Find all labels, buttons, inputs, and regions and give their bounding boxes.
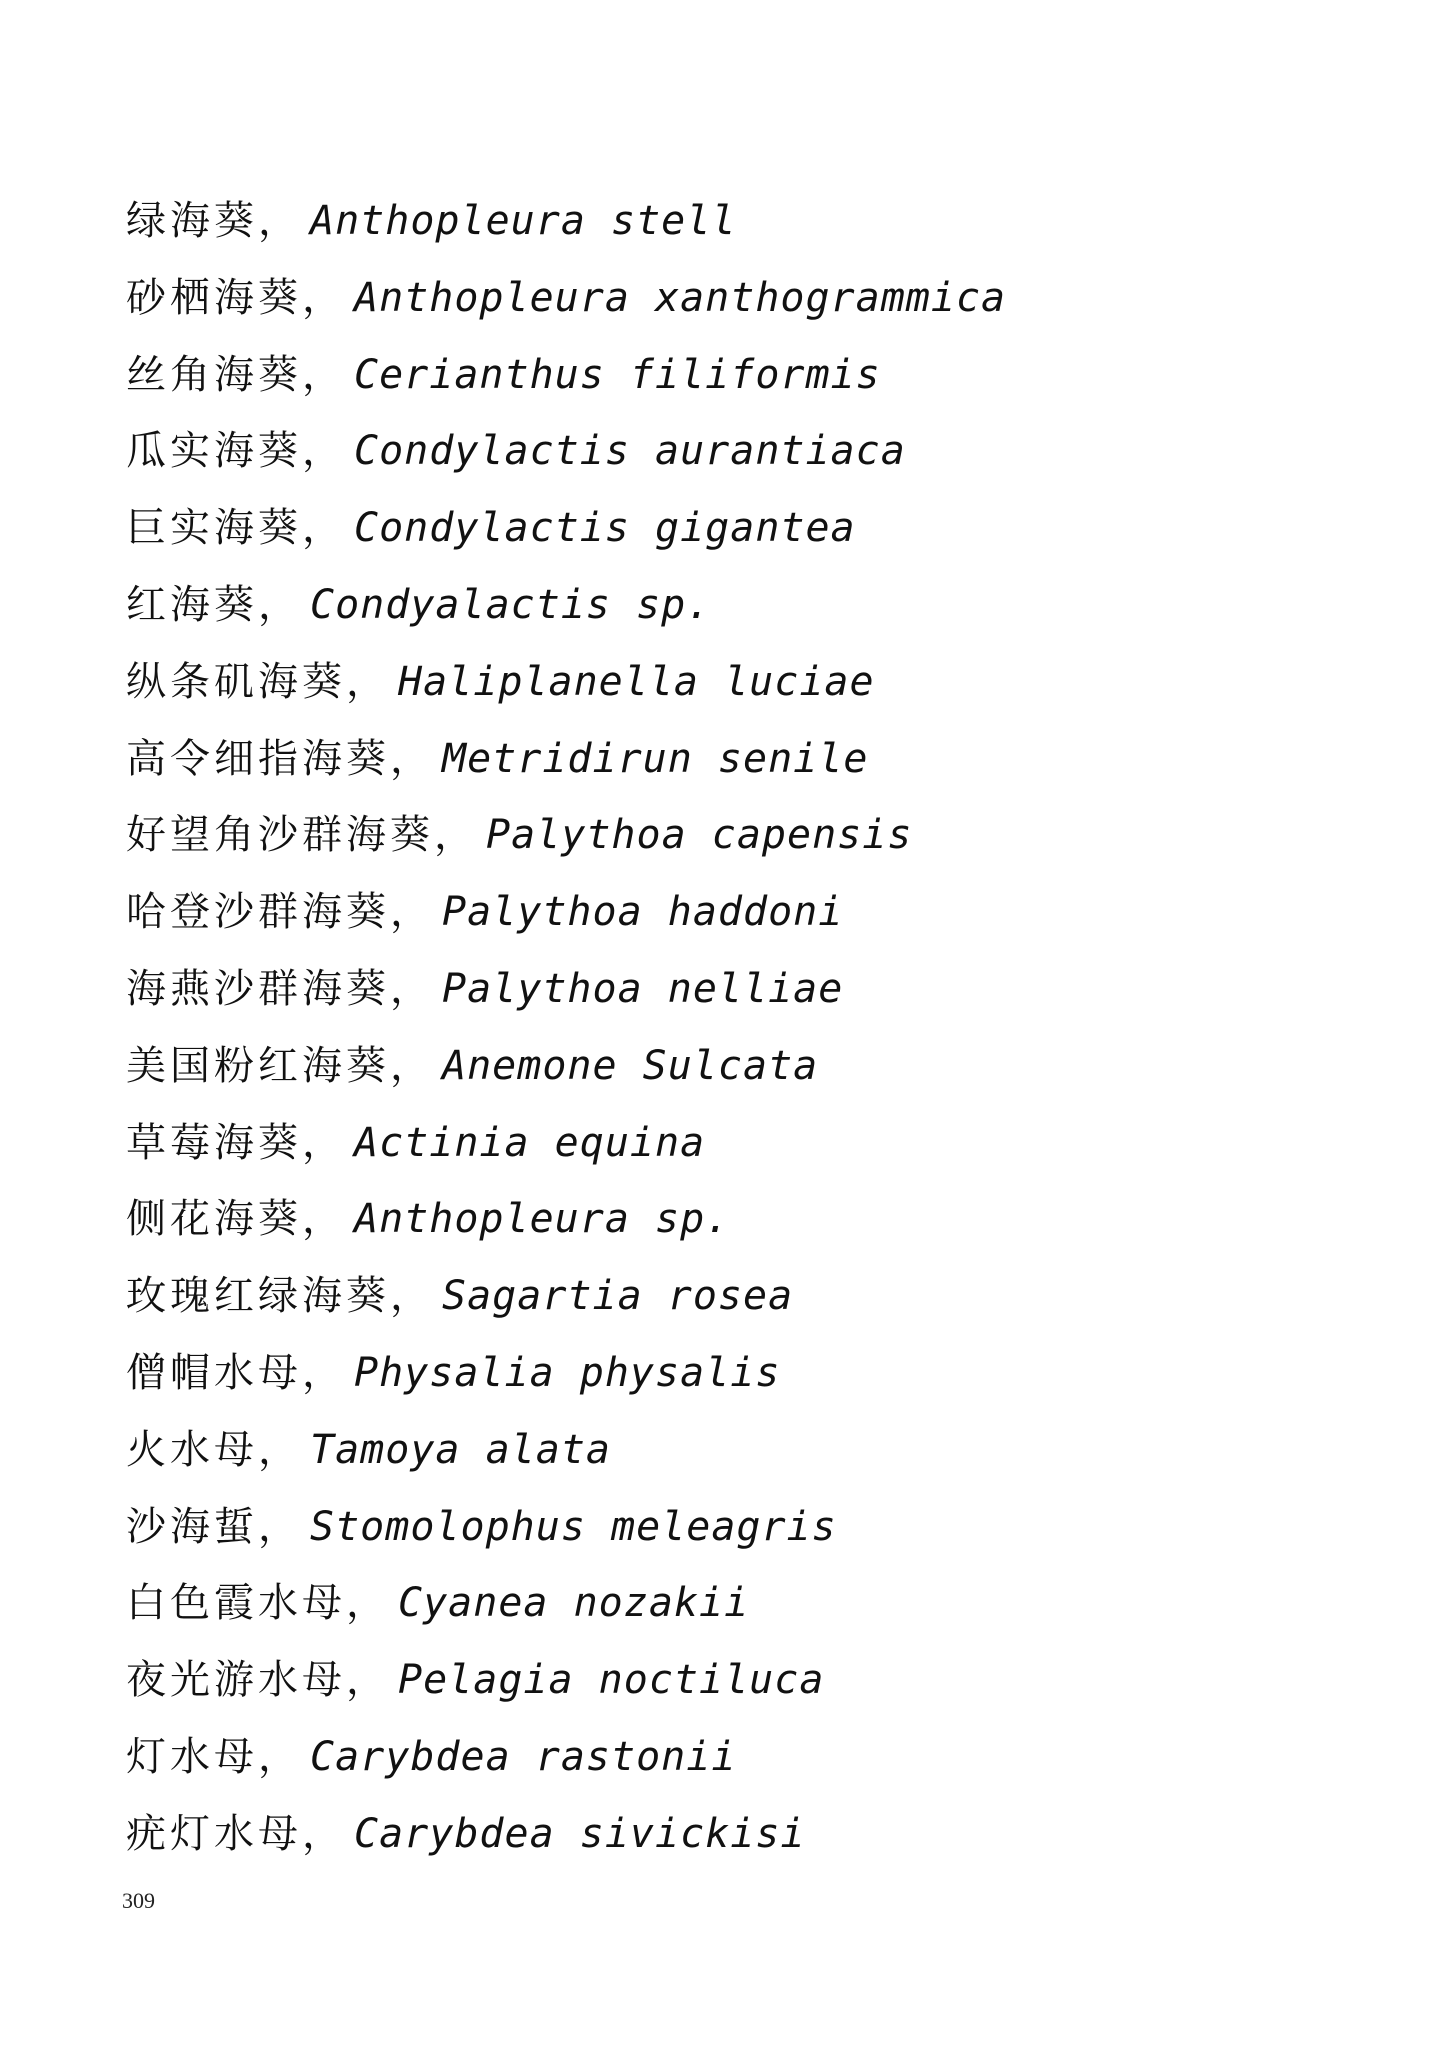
separator: ，: [390, 735, 430, 782]
latin-name: Condylactis gigantea: [354, 505, 856, 552]
latin-name: Cerianthus filiformis: [354, 351, 881, 398]
species-entry: [126, 1489, 1006, 1566]
species-entry: [126, 567, 1006, 644]
latin-name: Actinia equina: [354, 1119, 706, 1166]
latin-name: Tamoya alata: [310, 1426, 611, 1473]
latin-name: Anthopleura sp.: [354, 1196, 731, 1243]
separator: ，: [390, 889, 430, 936]
separator: ，: [302, 351, 342, 398]
separator: ，: [302, 1196, 342, 1243]
latin-name: Metridirun senile: [442, 735, 869, 782]
species-entry: [126, 260, 1006, 337]
species-entry: [126, 413, 1006, 490]
species-entry: [126, 721, 1006, 798]
species-entry: [126, 1565, 1006, 1642]
separator: ，: [390, 1273, 430, 1320]
separator: ，: [302, 1349, 342, 1396]
latin-name: Stomolophus meleagris: [310, 1503, 837, 1550]
species-entry: [126, 1105, 1006, 1182]
species-entry: [126, 490, 1006, 567]
species-entry: [126, 183, 1006, 260]
chinese-name: 高令细指海葵: [126, 735, 390, 782]
latin-name: Haliplanella luciae: [398, 658, 875, 705]
latin-name: Anthopleura xanthogrammica: [354, 274, 1007, 321]
chinese-name: 美国粉红海葵: [126, 1042, 390, 1089]
chinese-name: 火水母: [126, 1426, 258, 1473]
separator: ，: [390, 965, 430, 1012]
species-entry: [126, 1412, 1006, 1489]
chinese-name: 哈登沙群海葵: [126, 889, 390, 936]
species-entry: [126, 1719, 1006, 1796]
latin-name: Condyalactis sp.: [310, 581, 712, 628]
latin-name: Anthopleura stell: [310, 198, 737, 244]
separator: ，: [434, 812, 474, 859]
separator: ，: [258, 198, 298, 244]
latin-name: Carybdea sivickisi: [354, 1810, 806, 1857]
species-entry: [126, 951, 1006, 1028]
chinese-name: 白色霞水母: [126, 1580, 346, 1627]
chinese-name: 红海葵: [126, 581, 258, 628]
separator: ，: [258, 581, 298, 628]
latin-name: Carybdea rastonii: [310, 1733, 737, 1780]
species-entry: [126, 1796, 1006, 1873]
chinese-name: 沙海蜇: [126, 1503, 258, 1550]
latin-name: Pelagia noctiluca: [398, 1657, 825, 1704]
chinese-name: 草莓海葵: [126, 1119, 302, 1166]
chinese-name: 砂栖海葵: [126, 274, 302, 321]
chinese-name: 疣灯水母: [126, 1810, 302, 1857]
separator: ，: [302, 274, 342, 321]
page-number: 309: [122, 1888, 155, 1913]
chinese-name: 海燕沙群海葵: [126, 965, 390, 1012]
chinese-name: 丝角海葵: [126, 351, 302, 398]
chinese-name: 僧帽水母: [126, 1349, 302, 1396]
latin-name: Palythoa haddoni: [442, 889, 844, 936]
species-entry: [126, 1642, 1006, 1719]
chinese-name: 瓜实海葵: [126, 428, 302, 475]
species-entry: [126, 644, 1006, 721]
chinese-name: 夜光游水母: [126, 1657, 346, 1704]
separator: ，: [258, 1426, 298, 1473]
chinese-name: 玫瑰红绿海葵: [126, 1273, 390, 1320]
chinese-name: 巨实海葵: [126, 505, 302, 552]
separator: ，: [302, 1810, 342, 1857]
latin-name: Palythoa nelliae: [442, 965, 844, 1012]
separator: ，: [302, 505, 342, 552]
species-entry: [126, 874, 1006, 951]
species-entry: [126, 1028, 1006, 1105]
separator: ，: [346, 658, 386, 705]
separator: ，: [258, 1733, 298, 1780]
latin-name: Physalia physalis: [354, 1349, 781, 1396]
separator: ，: [346, 1580, 386, 1627]
latin-name: Cyanea nozakii: [398, 1580, 750, 1627]
separator: ，: [302, 428, 342, 475]
separator: ，: [390, 1042, 430, 1089]
species-entry: [126, 797, 1006, 874]
separator: ，: [302, 1119, 342, 1166]
species-entry: [126, 1181, 1006, 1258]
latin-name: Sagartia rosea: [442, 1273, 794, 1320]
chinese-name: 绿海葵: [126, 198, 258, 244]
separator: ，: [258, 1503, 298, 1550]
species-entry: [126, 1335, 1006, 1412]
chinese-name: 灯水母: [126, 1733, 258, 1780]
latin-name: Palythoa capensis: [486, 812, 913, 859]
species-entry: [126, 337, 1006, 414]
separator: ，: [346, 1657, 386, 1704]
species-name-list: [126, 183, 1006, 1873]
latin-name: Anemone Sulcata: [442, 1042, 819, 1089]
latin-name: Condylactis aurantiaca: [354, 428, 906, 475]
chinese-name: 侧花海葵: [126, 1196, 302, 1243]
chinese-name: 好望角沙群海葵: [126, 812, 434, 859]
chinese-name: 纵条矶海葵: [126, 658, 346, 705]
species-entry: [126, 1258, 1006, 1335]
